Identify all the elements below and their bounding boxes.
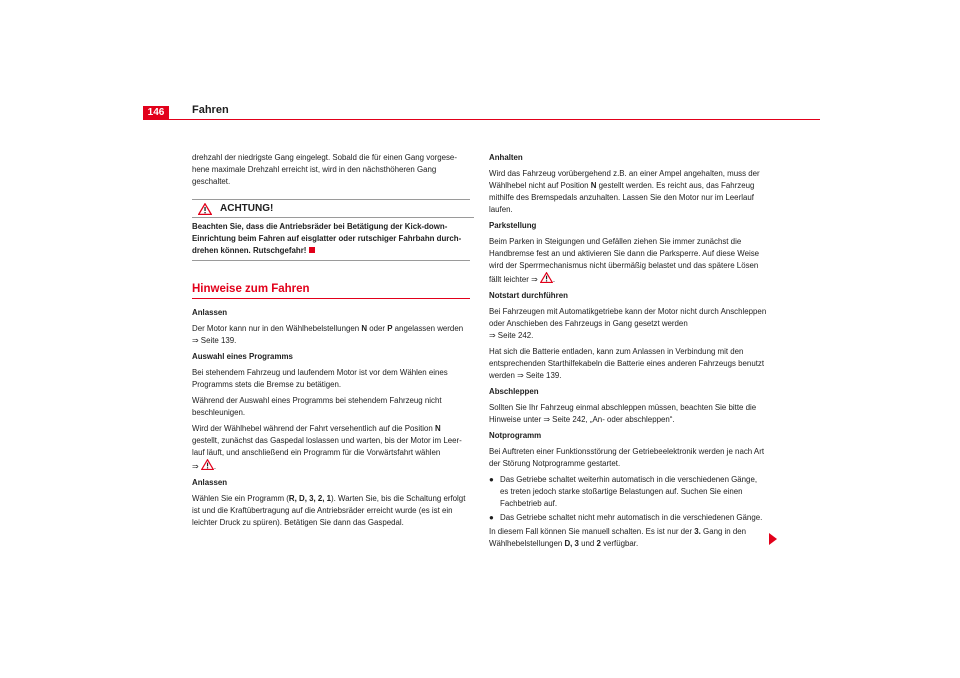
warning-triangle-icon[interactable] [540, 272, 553, 283]
paragraph-abschleppen: Sollten Sie Ihr Fahrzeug einmal abschleppen müssen, beachten Sie bitte die Hinweise unter ⇒ Seite 242, „An- oder abschleppen“. [489, 403, 757, 424]
list-item: ● Das Getriebe schaltet nicht mehr automatisch in die verschiedenen Gänge. [489, 513, 763, 522]
subheading-program-selection: Auswahl eines Programms [192, 352, 293, 361]
warning-triangle-icon [198, 203, 212, 215]
paragraph-anhalten: Wird das Fahrzeug vorübergehend z.B. an einer Ampel angehalten, muss der Wählhebel nicht auf Position N gestellt werden. Es reicht aus, das Fahrzeug mithilfe des Bremspedals anzuhalten. Lassen Sie den Motor nur im Leerlauf laufen. [489, 169, 760, 214]
subheading-abschleppen: Abschleppen [489, 387, 539, 396]
bullet-icon: ● [489, 513, 494, 522]
warning-text: Beachten Sie, dass die Antriebsräder bei Betätigung der Kick-down-Einrichtung beim Fahren auf eisglatter oder rutschiger Fahrbahn durchdrehen können. Rutschgefahr! [192, 222, 462, 255]
warning-triangle-icon [201, 459, 214, 470]
page-reference-link[interactable]: ⇒ Seite 139. [192, 336, 237, 345]
subheading-anhalten: Anhalten [489, 153, 523, 162]
paragraph-program-2: Während der Auswahl eines Programms bei stehendem Fahrzeug nicht beschleunigen. [192, 396, 442, 417]
subheading-parkstellung: Parkstellung [489, 221, 537, 230]
bullet-icon: ● [489, 475, 494, 484]
warning-reference-link[interactable]: ⇒ [192, 462, 214, 471]
page-number: 146 [147, 107, 165, 118]
subheading-anlassen-2: Anlassen [192, 478, 228, 487]
paragraph-notstart-2: Hat sich die Batterie entladen, kann zum Anlassen in Verbindung mit den entsprechenden Starthilfekabeln die Batterie eines anderen Fahrzeugs benutzt werden ⇒ Seite 139. [489, 347, 765, 380]
paragraph-parkstellung: Beim Parken in Steigungen und Gefällen ziehen Sie immer zunächst die Handbremse fest an und aktivieren Sie dann die Parksperre. Auf diese Weise wird der Sperrmechanismus nicht übermäßig belastet und das spätere Lösen fällt leichter ⇒ . [489, 237, 760, 284]
right-column [489, 152, 767, 554]
paragraph-anlassen-2: Wählen Sie ein Programm (R, D, 3, 2, 1). Warten Sie, bis die Schaltung erfolgt ist und die Kraftübertragung auf die Antriebsräder erreicht wurde (es ist ein leichter Druck zu spüren). Betätigen Sie dann das Gaspedal. [192, 494, 466, 527]
subheading-anlassen: Anlassen [192, 308, 228, 317]
warning-label: ACHTUNG! [220, 203, 274, 214]
warning-box [192, 199, 470, 261]
paragraph-notstart-1: Bei Fahrzeugen mit Automatikgetriebe kann der Motor nicht durch Anschleppen oder Anschieben des Fahrzeugs in Gang gesetzt werden ⇒ Seite 242. [489, 307, 767, 340]
intro-paragraph: drehzahl der niedrigste Gang eingelegt. Sobald die für einen Gang vorgesehene maximale Drehzahl erreicht ist, wird in den nächsthöheren Gang geschaltet. [192, 153, 457, 186]
page-header-title: Fahren [192, 104, 229, 116]
end-of-section-icon [309, 247, 315, 253]
paragraph-anlassen: Der Motor kann nur in den Wählhebelstellungen N oder P angelassen werden ⇒ Seite 139. [192, 324, 464, 345]
header-rule [143, 119, 820, 120]
page-reference-link[interactable]: ⇒ Seite 242. [489, 331, 534, 340]
left-column [192, 152, 470, 533]
next-page-arrow-icon[interactable] [769, 533, 777, 545]
section-title: Hinweise zum Fahren [192, 283, 470, 299]
list-item: ● Das Getriebe schaltet weiterhin automatisch in die verschiedenen Gänge, es treten jedoch starke stoßartige Belastungen auf. Suchen Sie einen Fachbetrieb auf. [489, 475, 758, 508]
paragraph-program-1: Bei stehendem Fahrzeug und laufendem Motor ist vor dem Wählen eines Programms stets die Bremse zu betätigen. [192, 368, 448, 389]
paragraph-manual-shift: In diesem Fall können Sie manuell schalten. Es ist nur der 3. Gang in den Wählhebelstellungen D, 3 und 2 verfügbar. [489, 527, 747, 548]
warning-header [192, 203, 474, 218]
paragraph-program-3: Wird der Wählhebel während der Fahrt versehentlich auf die Position N gestellt, zunächst das Gaspedal loslassen und warten, bis der Motor im Leerlauf läuft, und anschließend ein Programm für die Vorwärtsfahrt wählen ⇒ . [192, 424, 462, 471]
subheading-notstart: Notstart durchführen [489, 291, 568, 300]
subheading-notprogramm: Notprogramm [489, 431, 542, 440]
paragraph-notprogramm: Bei Auftreten einer Funktionsstörung der Getriebeelektronik werden je nach Art der Störung Notprogramme gestartet. [489, 447, 765, 468]
